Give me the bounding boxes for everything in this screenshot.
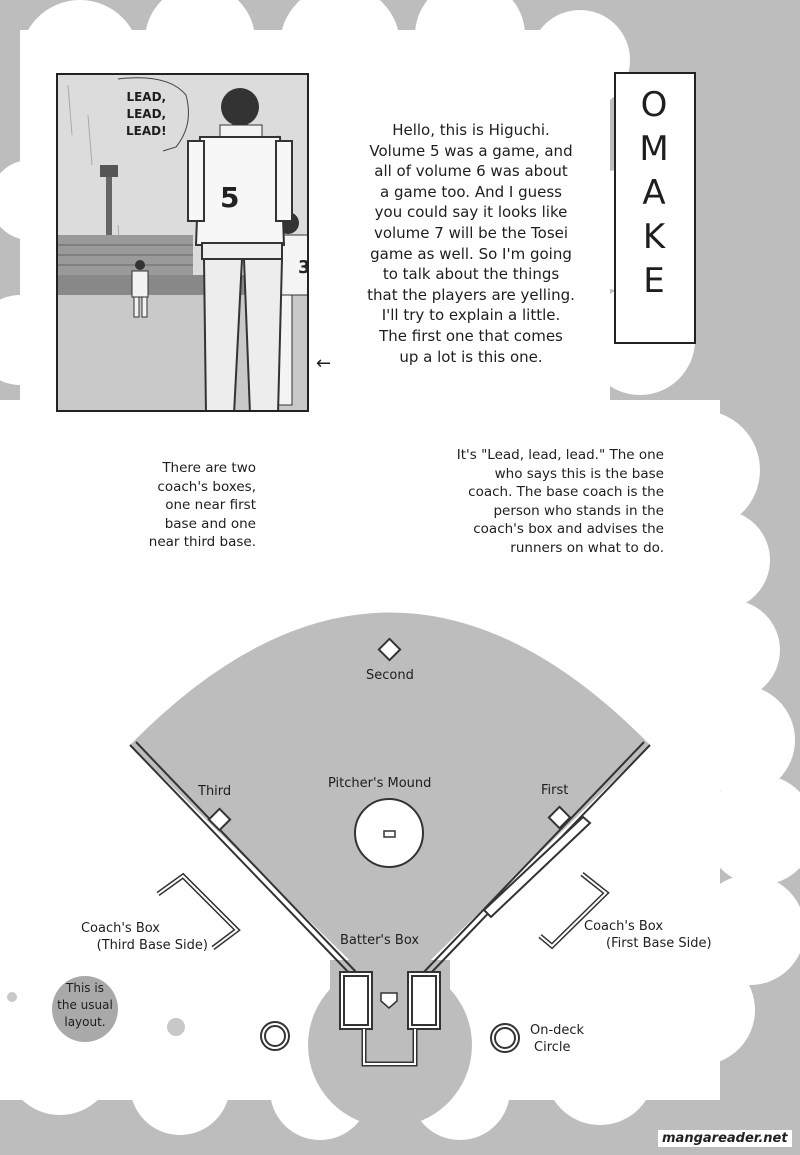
label-line: the usual [57,998,113,1012]
label-coach-box-third [48,920,208,954]
speech-line: LEAD, [126,90,167,104]
speech-line: LEAD, [126,107,167,121]
pitchers-plate [384,831,395,837]
note-line: It's "Lead, lead, lead." The one [456,447,664,463]
intro-line: Hello, this is Higuchi. [392,121,550,139]
label-line: (Third Base Side) [96,938,208,953]
note-line: coach. The base coach is the [468,484,664,501]
intro-line: volume 7 will be the Tosei [373,223,569,242]
omake-letter: A [642,173,668,213]
usual-layout-text [52,980,118,1031]
note-line: coach's boxes, [157,478,256,495]
coach-boxes-note [104,459,256,552]
omake-title-box [614,72,696,344]
jersey-number: 5 [220,181,240,214]
note-line: near third base. [148,534,256,550]
intro-line: you could say it looks like [374,203,568,222]
speech-line: LEAD! [126,124,167,138]
intro-line: up a lot is this one. [399,347,543,366]
intro-line: a game too. And I guess [380,182,562,201]
svg-text:3: 3 [298,257,311,278]
omake-letter: M [639,129,671,169]
intro-line: Volume 5 was a game, and [369,141,573,160]
note-line: coach's box and advises the [473,521,664,538]
label-line: layout. [64,1015,106,1029]
intro-line: game as well. So I'm going [370,244,572,263]
label-line: Coach's Box [80,921,160,936]
label-on-deck-circle [530,1022,584,1056]
intro-line: The first one that comes [379,326,563,345]
panel-speech-text [126,89,167,140]
note-line: one near first [165,497,256,513]
omake-letter: K [642,217,668,257]
manga-panel [56,73,309,412]
intro-line: that the players are yelling. [367,285,575,304]
label-line: Circle [534,1040,571,1055]
label-line: Coach's Box [584,919,664,934]
intro-line: all of volume 6 was about [374,162,568,181]
note-line: who says this is the base [494,465,664,482]
label-third: Third [198,784,232,799]
intro-text [342,120,600,367]
intro-line: I'll try to explain a little. [381,306,561,325]
note-line: person who stands in the [493,502,664,519]
label-pitchers-mound: Pitcher's Mound [328,776,432,791]
label-second: Second [366,668,414,683]
label-batters-box: Batter's Box [340,933,420,948]
label-line: (First Base Side) [606,936,712,951]
note-line: runners on what to do. [510,539,664,556]
intro-line: to talk about the things [382,265,560,284]
note-line: base and one [164,515,256,532]
omake-letter: O [640,85,670,125]
label-line: This is [66,981,104,995]
omake-letter: E [643,261,667,301]
lead-note [380,446,664,558]
label-line: On-deck [530,1023,585,1038]
arrow-left-icon: ← [316,353,332,374]
watermark: mangareader.net [658,1130,792,1147]
note-line: There are two [162,460,256,476]
label-coach-box-first [584,918,712,952]
label-first: First [541,783,569,798]
